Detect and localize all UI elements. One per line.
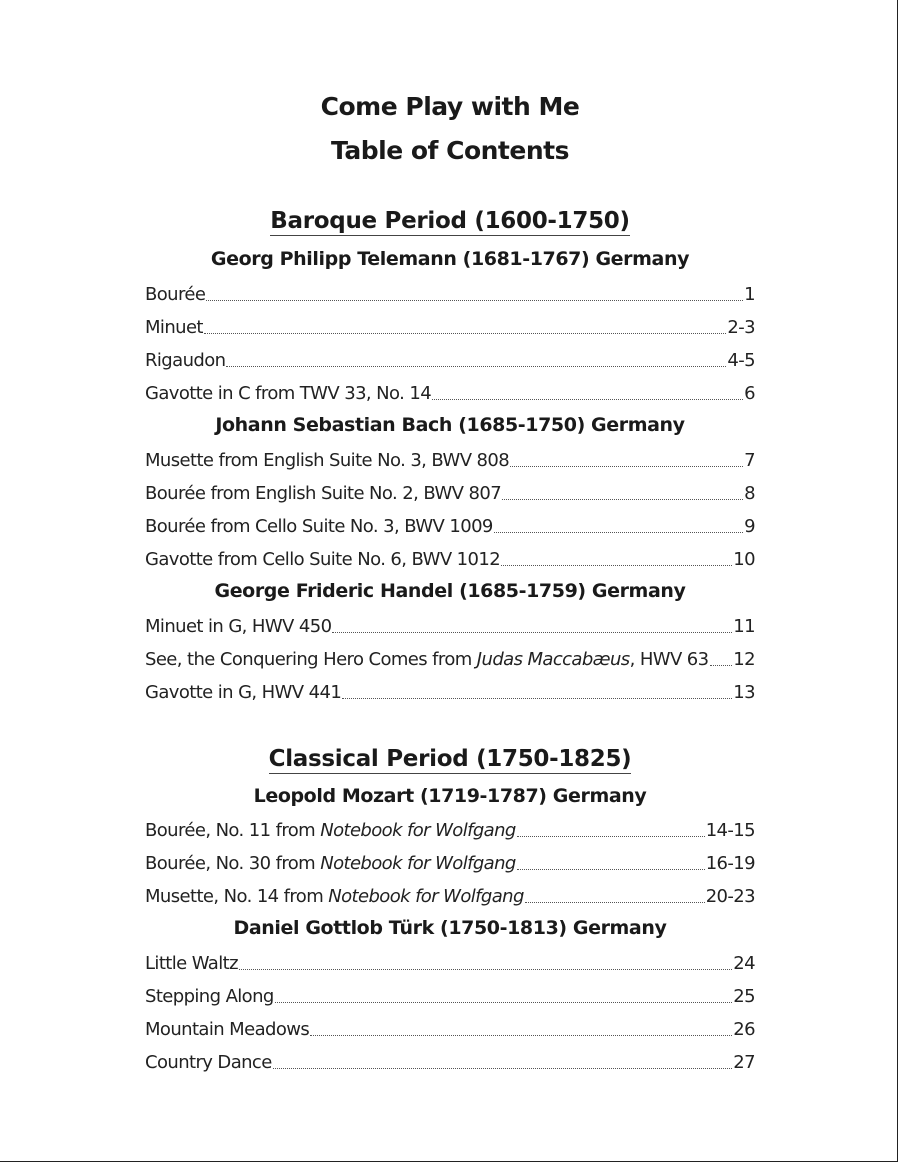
page-number: 26 [733,1019,755,1040]
toc-entry[interactable]: Gavotte from Cello Suite No. 6, BWV 1012 10 [145,549,755,570]
toc-entry[interactable]: See, the Conquering Hero Comes from Judas Maccabæus, HWV 63 12 [145,649,755,670]
toc-entry[interactable]: Bourée from Cello Suite No. 3, BWV 1009 9 [145,516,755,537]
toc-entry[interactable]: Musette from English Suite No. 3, BWV 808 7 [145,450,755,471]
toc-entry[interactable]: Country Dance 27 [145,1052,755,1073]
page-number: 10 [733,549,755,570]
page-subtitle: Table of Contents [331,136,569,165]
toc-entry[interactable]: Little Waltz 24 [145,953,755,974]
toc-entry[interactable]: Musette, No. 14 from Notebook for Wolfgang 20-23 [145,886,755,907]
composer-heading-telemann: Georg Philipp Telemann (1681-1767) Germany [210,248,690,270]
page-number: 13 [733,682,755,703]
toc-entry[interactable]: Rigaudon 4-5 [145,350,755,371]
page-number: 9 [744,516,755,537]
toc-entry[interactable]: Bourée, No. 11 from Notebook for Wolfgang 14-15 [145,820,755,841]
page-number: 12 [733,649,755,670]
page-number: 25 [733,986,755,1007]
page-number: 6 [744,383,755,404]
page-number: 11 [733,616,755,637]
page-number: 16-19 [705,853,755,874]
toc-entry[interactable]: Gavotte in G, HWV 441 13 [145,682,755,703]
toc-entry[interactable]: Minuet in G, HWV 450 11 [145,616,755,637]
page-number: 20-23 [705,886,755,907]
composer-heading-turk: Daniel Gottlob Türk (1750-1813) Germany [233,917,667,939]
toc-entry[interactable]: Stepping Along 25 [145,986,755,1007]
toc-entry[interactable]: Bourée 1 [145,284,755,305]
page-number: 1 [744,284,755,305]
toc-entry[interactable]: Mountain Meadows 26 [145,1019,755,1040]
period-heading-baroque: Baroque Period (1600-1750) [270,208,630,234]
toc-entry[interactable]: Bourée, No. 30 from Notebook for Wolfgang 16-19 [145,853,755,874]
page-number: 8 [744,483,755,504]
composer-heading-handel: George Frideric Handel (1685-1759) Germany [214,580,686,602]
page-number: 4-5 [727,350,755,371]
toc-entry[interactable]: Minuet 2-3 [145,317,755,338]
composer-heading-mozart: Leopold Mozart (1719-1787) Germany [253,785,647,807]
page-title: Come Play with Me [320,92,580,121]
toc-entry[interactable]: Bourée from English Suite No. 2, BWV 807 8 [145,483,755,504]
page-number: 2-3 [727,317,755,338]
page-number: 27 [733,1052,755,1073]
page-number: 14-15 [705,820,755,841]
composer-heading-bach: Johann Sebastian Bach (1685-1750) Germany [215,414,685,436]
period-heading-classical: Classical Period (1750-1825) [268,746,632,772]
page-number: 24 [733,953,755,974]
toc-entry[interactable]: Gavotte in C from TWV 33, No. 14 6 [145,383,755,404]
page-number: 7 [744,450,755,471]
